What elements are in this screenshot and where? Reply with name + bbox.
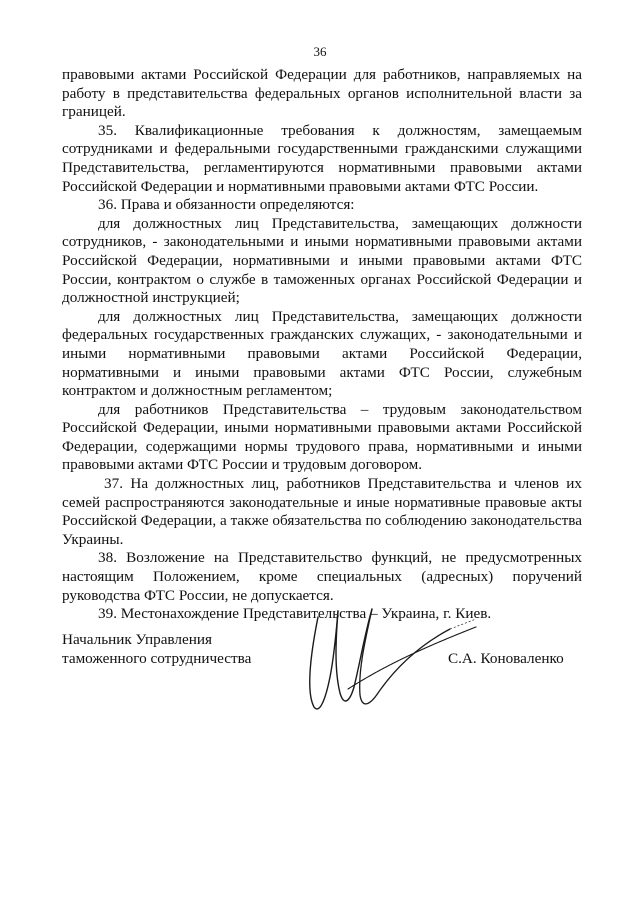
paragraph-39: 39. Местонахождение Представительства – Украина, г. Киев. xyxy=(98,605,492,623)
signature-block xyxy=(62,625,582,725)
signatory-title-line-1: Начальник Управления xyxy=(62,631,212,648)
paragraph-36-item-3: для работников Представительства – трудовым законодательством Российской Федерации, иными нормативными правовыми актами Российской Федерации, содержащими нормы трудового права, нормативными и иными правовыми актами ФТС России и трудовым договором. xyxy=(62,400,582,474)
paragraph-36-item-1: для должностных лиц Представительства, замещающих должности сотрудников, - законодательными и иными нормативными правовыми актами Российской Федерации, нормативными и иными правовыми актами ФТС России, контрактом о службе в таможенных органах Российской Федерации и должностной инструкцией; xyxy=(62,214,582,307)
signatory-name: С.А. Коноваленко xyxy=(448,650,564,667)
paragraph-36: 36. Права и обязанности определяются: xyxy=(98,196,355,214)
paragraph-38: 38. Возложение на Представительство функций, не предусмотренных настоящим Положением, кроме специальных (адресных) поручений руководства ФТС России, не допускается. xyxy=(62,549,582,604)
paragraph-36-item-2: для должностных лиц Представительства, замещающих должности федеральных государственных гражданских служащих, - законодательными и иными нормативными правовыми актами Российской Федерации, нормативными и иными правовыми актами ФТС России, служебным контрактом и должностным регламентом; xyxy=(62,307,582,400)
signatory-title xyxy=(62,631,251,668)
paragraph-continuation: правовыми актами Российской Федерации для работников, направляемых на работу в представительства федеральных органов исполнительной власти за границей. xyxy=(62,66,582,121)
page-number: 36 xyxy=(313,44,327,59)
document-body xyxy=(62,66,582,624)
paragraph-35: 35. Квалификационные требования к должностям, замещаемым сотрудниками и федеральными государственными гражданскими служащими Представительства, регламентируются нормативными правовыми актами Российской Федерации и нормативными правовыми актами ФТС России. xyxy=(62,121,582,195)
signatory-title-line-2: таможенного сотрудничества xyxy=(62,649,252,667)
paragraph-37: 37. На должностных лиц, работников Представительства и членов их семей распространяются законодательные и иные нормативные правовые акты Российской Федерации, а также обязательства по соблюдению законодательства Украины. xyxy=(62,475,582,548)
